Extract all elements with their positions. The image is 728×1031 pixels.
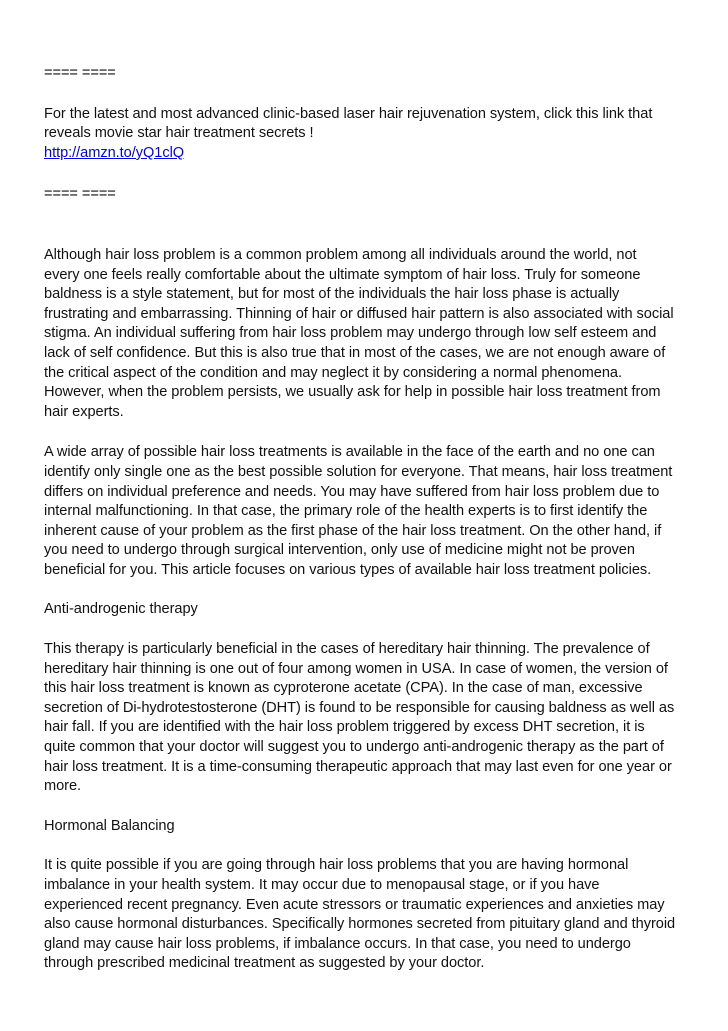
- paragraph-line: beneficial for you. This article focuses on various types of available hair loss treatment policies.: [44, 561, 652, 578]
- paragraph-line: the critical aspect of the condition and may neglect it by considering a normal phenomena.: [44, 364, 622, 381]
- paragraph-line: experienced recent pregnancy. Even acute stressors or traumatic experiences and anxieties may: [44, 896, 665, 913]
- paragraph-line: A wide array of possible hair loss treatments is available in the face of the earth and no one can: [44, 444, 655, 461]
- promo-block: [44, 105, 692, 164]
- promo-line: For the latest and most advanced clinic-based laser hair rejuvenation system, click this link that: [44, 105, 653, 122]
- paragraph-line: hair experts.: [44, 403, 124, 420]
- paragraph-line: lack of self confidence. But this is also true that in most of the cases, we are not enough aware of: [44, 344, 666, 361]
- paragraph-line: every one feels really comfortable about the ultimate symptom of hair loss. Truly for someone: [44, 266, 641, 283]
- paragraph-line: inherent cause of your problem as the first phase of the hair loss treatment. On the other hand, if: [44, 522, 662, 539]
- paragraph-line: secretion of Di-hydrotestosterone (DHT) is found to be responsible for causing baldness as well as: [44, 699, 675, 716]
- promo-line: reveals movie star hair treatment secrets !: [44, 125, 314, 142]
- paragraph-line: This therapy is particularly beneficial in the cases of hereditary hair thinning. The prevalence of: [44, 641, 650, 658]
- document-page: [44, 64, 692, 974]
- paragraph-line: quite common that your doctor will suggest you to undergo anti-androgenic therapy as the part of: [44, 739, 664, 756]
- paragraph-line: you need to undergo through surgical intervention, only use of medicine might not be proven: [44, 542, 635, 559]
- section-heading-anti-androgenic: Anti-androgenic therapy: [44, 601, 198, 618]
- paragraph-hormonal: [44, 856, 692, 974]
- paragraph-intro: [44, 246, 692, 422]
- paragraph-line: this hair loss treatment is known as cyproterone acetate (CPA). In the case of man, excessive: [44, 680, 643, 697]
- paragraph-line: differs on individual preference and needs. You may have suffered from hair loss problem due to: [44, 483, 660, 500]
- paragraph-line: also cause hormonal disturbances. Specifically hormones secreted from pituitary gland and thyroid: [44, 916, 676, 933]
- promo-link[interactable]: http://amzn.to/yQ1clQ: [44, 144, 185, 161]
- paragraph-line: Although hair loss problem is a common problem among all individuals around the world, not: [44, 246, 637, 263]
- paragraph-line: identify only single one as the best possible solution for everyone. That means, hair loss treatment: [44, 463, 673, 480]
- paragraph-line: stigma. An individual suffering from hair loss problem may undergo through low self esteem and: [44, 325, 657, 342]
- paragraph-line: through prescribed medicinal treatment as suggested by your doctor.: [44, 955, 485, 972]
- paragraph-line: It is quite possible if you are going through hair loss problems that you are having hormonal: [44, 857, 629, 874]
- paragraph-line: hair loss treatment. It is a time-consuming therapeutic approach that may last even for one year or: [44, 758, 672, 775]
- section-heading-hormonal: Hormonal Balancing: [44, 817, 175, 834]
- separator-top: ==== ====: [44, 65, 116, 81]
- paragraph-line: However, when the problem persists, we usually ask for help in possible hair loss treatment from: [44, 384, 661, 401]
- paragraph-anti-androgenic: [44, 640, 692, 797]
- paragraph-line: baldness is a style statement, but for most of the individuals the hair loss phase is actually: [44, 286, 620, 303]
- paragraph-line: more.: [44, 778, 82, 795]
- paragraph-line: imbalance in your health system. It may occur due to menopausal stage, or if you have: [44, 877, 600, 893]
- paragraph-line: hair fall. If you are identified with the hair loss problem triggered by excess DHT secretion, it is: [44, 719, 645, 736]
- paragraph-line: frustrating and embarrassing. Thinning of hair or diffused hair pattern is also associated with social: [44, 305, 674, 322]
- paragraph-line: hereditary hair thinning is one out of four among women in USA. In case of women, the version of: [44, 660, 668, 677]
- paragraph-line: internal malfunctioning. In that case, the primary role of the health experts is to first identify the: [44, 503, 648, 520]
- separator-bottom: ==== ====: [44, 186, 116, 203]
- paragraph-treatments: [44, 443, 692, 580]
- paragraph-line: gland may cause hair loss problems, if imbalance occurs. In that case, you need to undergo: [44, 935, 631, 952]
